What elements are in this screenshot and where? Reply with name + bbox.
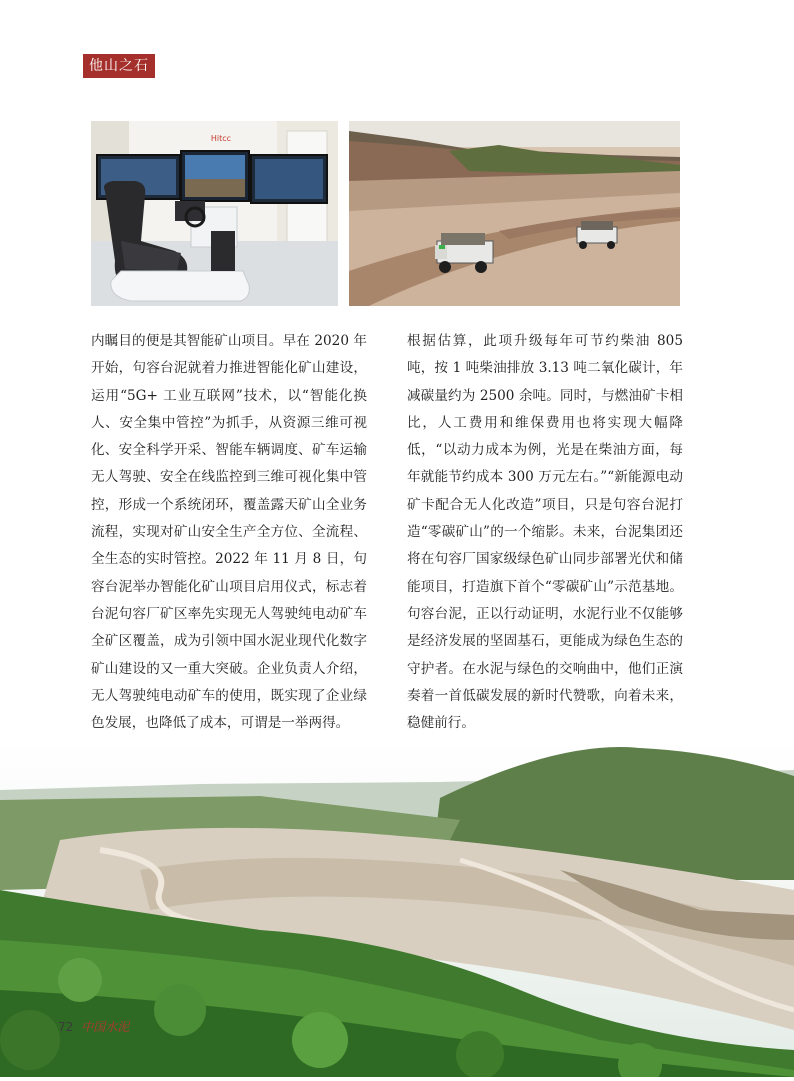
control-cockpit-photo: [91, 121, 338, 306]
hitcc-logo: Hitcc: [210, 134, 232, 143]
mine-trucks-photo: [349, 121, 680, 306]
article-column-left: 内瞩目的便是其智能矿山项目。早在 2020 年开始，句容台泥就着力推进智能化矿山建设，运用“5G+ 工业互联网”技术，以“智能化换人、安全集中管控”为抓手，从资源三维可视化、安全科学开采、智能车辆调度、矿车运输无人驾驶、安全在线监控到三维可视化集中管控，形成一个系统闭环，覆盖露天矿山全业务流程，实现对矿山安全生产全方位、全流程、全生态的实时管控。2022 年 11 月 8 日，句容台泥举办智能化矿山项目启用仪式，标志着台泥句容厂矿区率先实现无人驾驶纯电动矿车全矿区覆盖，成为引领中国水泥业现代化数字矿山建设的又一重大突破。企业负责人介绍，无人驾驶纯电动矿车的使用，既实现了企业绿色发展，也降低了成本，可谓是一举两得。: [91, 333, 367, 732]
page-footer: [58, 1018, 129, 1035]
magazine-logo: 中国水泥: [81, 1020, 130, 1034]
article-column-right: 根据估算，此项升级每年可节约柴油 805 吨，按 1 吨柴油排放 3.13 吨二氧化碳计，年减碳量约为 2500 余吨。同时，与燃油矿卡相比，人工费用和维保费用也将实现大幅降低，“以动力成本为例，光是在柴油方面，每年就能节约成本 300 万元左右。”“新能源电动矿卡配合无人化改造”项目，只是句容台泥打造“零碳矿山”的一个缩影。未来，台泥集团还将在句容厂国家级绿色矿山同步部署光伏和储能项目，打造旗下首个“零碳矿山”示范基地。句容台泥，正以行动证明，水泥行业不仅能够是经济发展的坚固基石，更能成为绿色生态的守护者。在水泥与绿色的交响曲中，他们正演奏着一首低碳发展的新时代赞歌，向着未来，稳健前行。: [407, 333, 683, 732]
section-tag: 他山之石: [83, 54, 155, 78]
page-number: 72: [58, 1020, 74, 1034]
